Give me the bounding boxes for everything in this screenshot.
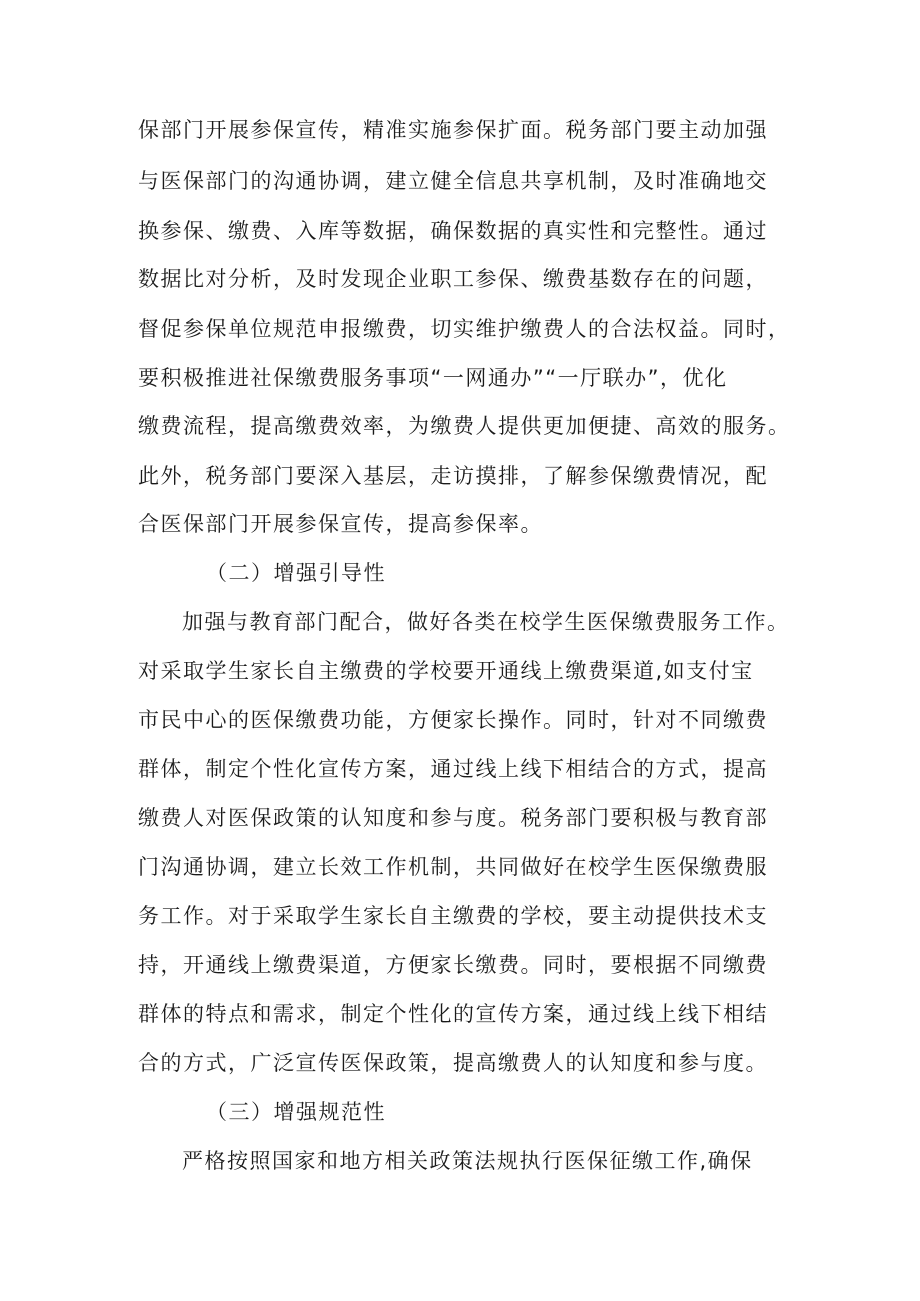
paragraph-line: 督促参保单位规范申报缴费，切实维护缴费人的合法权益。同时， bbox=[138, 317, 791, 341]
paragraph-line: 群体，制定个性化宣传方案，通过线上线下相结合的方式，提高 bbox=[138, 757, 768, 781]
paragraph-line: 数据比对分析，及时发现企业职工参保、缴费基数存在的问题， bbox=[138, 267, 768, 291]
paragraph-line: 换参保、缴费、入库等数据，确保数据的真实性和完整性。通过 bbox=[138, 219, 768, 243]
paragraph-line: 群体的特点和需求，制定个性化的宣传方案，通过线上线下相结 bbox=[138, 1002, 768, 1026]
paragraph-line: 对采取学生家长自主缴费的学校要开通线上缴费渠道,如支付宝 bbox=[138, 659, 754, 683]
section-heading: （二）增强引导性 bbox=[206, 561, 386, 585]
paragraph-line: 合医保部门开展参保宣传，提高参保率。 bbox=[138, 512, 543, 536]
paragraph-line: 严格按照国家和地方相关政策法规执行医保征缴工作,确保 bbox=[182, 1149, 753, 1173]
paragraph-line: 市民中心的医保缴费功能，方便家长操作。同时，针对不同缴费 bbox=[138, 708, 768, 732]
section-heading: （三）增强规范性 bbox=[206, 1100, 386, 1124]
paragraph-line: 门沟通协调，建立长效工作机制，共同做好在校学生医保缴费服 bbox=[138, 855, 768, 879]
paragraph-line: 与医保部门的沟通协调，建立健全信息共享机制，及时准确地交 bbox=[138, 169, 768, 193]
paragraph-line: 持，开通线上缴费渠道，方便家长缴费。同时，要根据不同缴费 bbox=[138, 953, 768, 977]
paragraph-line: 保部门开展参保宣传，精准实施参保扩面。税务部门要主动加强 bbox=[138, 118, 768, 142]
paragraph-line: 要积极推进社保缴费服务事项“一网通办”“一厅联办”，优化 bbox=[138, 366, 728, 390]
paragraph-line: 加强与教育部门配合，做好各类在校学生医保缴费服务工作。 bbox=[182, 610, 790, 634]
paragraph-line: 务工作。对于采取学生家长自主缴费的学校，要主动提供技术支 bbox=[138, 904, 768, 928]
paragraph-line: 缴费流程，提高缴费效率，为缴费人提供更加便捷、高效的服务。 bbox=[138, 414, 791, 438]
paragraph-line: 此外，税务部门要深入基层，走访摸排，了解参保缴费情况，配 bbox=[138, 464, 768, 488]
paragraph-line: 合的方式，广泛宣传医保政策，提高缴费人的认知度和参与度。 bbox=[138, 1051, 768, 1075]
paragraph-line: 缴费人对医保政策的认知度和参与度。税务部门要积极与教育部 bbox=[138, 806, 768, 830]
